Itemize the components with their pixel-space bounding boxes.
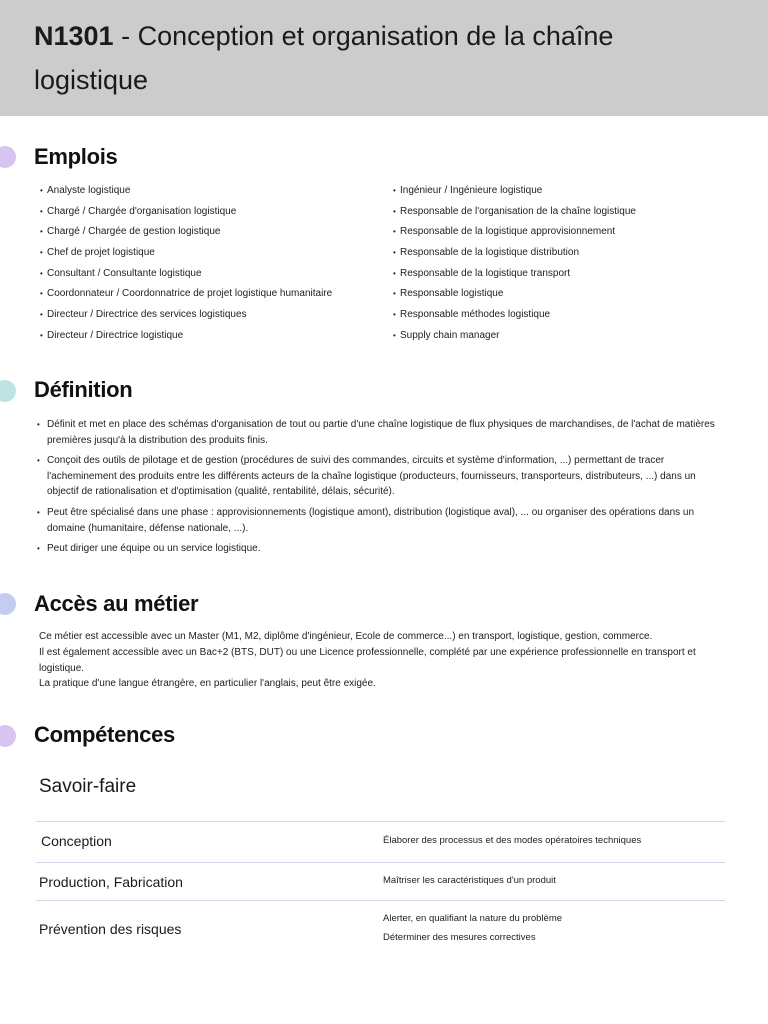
emploi-item: • Responsable de l'organisation de la chaîne logistique [393, 204, 636, 225]
emploi-item: • Responsable logistique [393, 286, 636, 307]
page-title [34, 14, 734, 102]
competences-heading: Compétences [34, 722, 175, 747]
page-header [0, 0, 768, 116]
competence-row [36, 900, 725, 960]
emploi-item: • Ingénieur / Ingénieure logistique [393, 183, 636, 204]
emploi-item: • Chef de projet logistique [40, 245, 332, 266]
emploi-item: • Responsable de la logistique distribution [393, 245, 636, 266]
acces-line: Ce métier est accessible avec un Master (M1, M2, diplôme d'ingénieur, Ecole de commerce...) en transport, logistique, gestion, commerce. [39, 631, 653, 642]
competence-item: Déterminer des mesures correctives [383, 932, 536, 943]
definition-item: • Définit et met en place des schémas d'organisation de tout ou partie d'une chaîne logistique de flux physiques de marchandises, de l'achat de matières premières jusqu'à la distribution des produits finis. [37, 417, 727, 448]
emploi-item: • Directeur / Directrice logistique [40, 328, 332, 349]
acces-heading: Accès au métier [34, 591, 199, 616]
emploi-item: • Supply chain manager [393, 328, 636, 349]
acces-section-marker [0, 593, 16, 615]
job-title: - Conception et organisation de la chaîne logistique [34, 21, 614, 95]
competence-item: Alerter, en qualifiant la nature du problème [383, 913, 563, 924]
acces-line: Il est également accessible avec un Bac+2 (BTS, DUT) ou une Licence professionnelle, complété par une expérience professionnelle en transport et logistique. [39, 646, 696, 674]
emploi-item: • Chargé / Chargée d'organisation logistique [40, 204, 332, 225]
emploi-item: • Responsable de la logistique transport [393, 266, 636, 287]
emploi-item: • Consultant / Consultante logistique [40, 266, 332, 287]
definition-item: • Conçoit des outils de pilotage et de gestion (procédures de suivi des commandes, circuits et système d'information, ...) permettant de tracer l'acheminement des produits entre les différents acteurs de la chaîne logistique (producteurs, fournisseurs, transporteurs, distributeurs, ...) dans un objectif de rationalisation et d'optimisation (qualité, rentabilité, délais, sécurité). [37, 453, 727, 500]
emploi-item: • Responsable de la logistique approvisionnement [393, 224, 636, 245]
acces-line: La pratique d'une langue étrangère, en particulier l'anglais, peut être exigée. [39, 678, 376, 690]
definition-section-marker [0, 380, 16, 402]
definition-list [37, 417, 727, 562]
emplois-list-right [393, 183, 636, 349]
competence-item: Maîtriser les caractéristiques d'un produit [383, 875, 556, 886]
competence-category: Prévention des risques [39, 921, 182, 937]
acces-text [39, 629, 729, 692]
competence-row [36, 821, 725, 862]
competence-category: Production, Fabrication [39, 874, 183, 890]
definition-heading: Définition [34, 377, 133, 402]
competence-category: Conception [41, 833, 112, 849]
savoir-faire-heading: Savoir-faire [39, 776, 137, 797]
competence-row [36, 862, 725, 900]
competence-item: Élaborer des processus et des modes opératoires techniques [383, 835, 642, 846]
emploi-item: • Coordonnateur / Coordonnatrice de projet logistique humanitaire [40, 286, 332, 307]
emplois-section-marker [0, 146, 16, 168]
emplois-list-left [40, 183, 332, 349]
rome-code: N1301 [34, 21, 114, 51]
emploi-item: • Chargé / Chargée de gestion logistique [40, 224, 332, 245]
definition-item: • Peut être spécialisé dans une phase : approvisionnements (logistique amont), distribution (logistique aval), ... ou organiser des opérations dans un domaine (humanitaire, défense nationale, ...). [37, 505, 727, 536]
definition-item: • Peut diriger une équipe ou un service logistique. [37, 541, 727, 557]
emploi-item: • Directeur / Directrice des services logistiques [40, 307, 332, 328]
competences-section-marker [0, 725, 16, 747]
emploi-item: • Analyste logistique [40, 183, 332, 204]
emplois-heading: Emplois [34, 144, 118, 169]
emploi-item: • Responsable méthodes logistique [393, 307, 636, 328]
